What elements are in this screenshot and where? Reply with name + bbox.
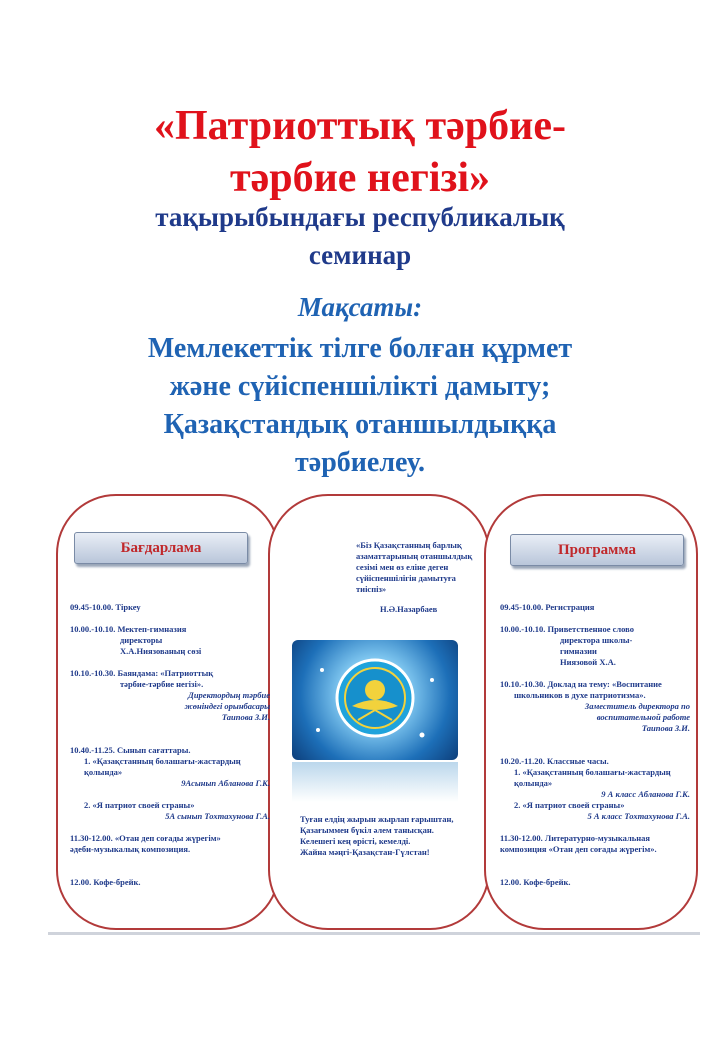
program-banner-kazakh: Бағдарлама xyxy=(74,532,248,564)
list-item: школьников в духе патриотизма». xyxy=(514,690,646,700)
list-item: Заместитель директора по xyxy=(584,701,690,711)
program-list-right xyxy=(500,602,690,888)
goal-line: және сүйіспеншілікті дамыту; xyxy=(169,371,551,402)
poem-line: Келешегі кең өрісті, кемелді. xyxy=(300,836,411,846)
list-item: гимназии xyxy=(560,646,597,656)
list-item: 09.45-10.00. Тіркеу xyxy=(70,602,141,612)
brochure-baseline xyxy=(48,932,700,935)
subtitle-line-2: семинар xyxy=(308,240,412,270)
emblem-reflection xyxy=(292,762,458,802)
nazarbayev-quote: «Біз Қазақстанның барлық азаматтарының отаншылдық сезімі мен өз еліне деген сүйіспеншілігін дамытуға тиіспіз» xyxy=(356,540,473,594)
list-item: 9 А класс Абланова Г.К. xyxy=(601,789,690,799)
goal-heading: Мақсаты: xyxy=(297,292,423,322)
list-item: композиция «Отан деп соғады жүрегім». xyxy=(500,844,657,854)
program-list-left xyxy=(70,602,270,888)
list-item: 10.10.-10.30. Баяндама: «Патриоттық xyxy=(70,668,214,678)
poem xyxy=(300,814,490,858)
program-banner-russian: Программа xyxy=(510,534,684,566)
list-item: 10.20.-11.20. Классные часы. xyxy=(500,756,609,766)
poem-line: Қазағыммен бүкіл әлем танысқан. xyxy=(300,825,434,835)
list-item: 10.40.-11.25. Сынып сағаттары. xyxy=(70,745,191,755)
list-item: жөніндегі орынбасары xyxy=(184,701,270,711)
kazakhstan-emblem-icon xyxy=(292,640,458,760)
title-line-1: «Патриоттық тәрбие- xyxy=(154,103,566,149)
goal-line: Қазақстандық отаншылдыққа xyxy=(163,409,557,440)
list-item: Директордың тәрбие xyxy=(188,690,270,700)
goal-line: Мемлекеттік тілге болған құрмет xyxy=(147,333,573,364)
list-item: 5А сынып Тохтахунова Г.А. xyxy=(165,811,270,821)
list-item: Таипова З.И. xyxy=(641,723,690,733)
list-item: директора школы- xyxy=(560,635,633,645)
list-item: 10.00.-10.10. Мектеп-гимназия xyxy=(70,624,187,634)
list-item: Х.А.Ниязованың сөзі xyxy=(120,646,202,656)
list-item: 12.00. Кофе-брейк. xyxy=(500,877,571,887)
list-item: 12.00. Кофе-брейк. xyxy=(70,877,141,887)
list-item: директоры xyxy=(120,635,163,645)
list-item: тәрбие-тәрбие негізі». xyxy=(120,679,204,689)
list-item: 1. «Қазақстанның болашағы-жастардың xyxy=(514,767,671,777)
list-item: 5 А класс Тохтахунова Г.А. xyxy=(587,811,690,821)
list-item: 10.10.-10.30. Доклад на тему: «Воспитание xyxy=(500,679,662,689)
list-item: 2. «Я патриот своей страны» xyxy=(84,800,195,810)
subtitle-line-1: тақырыбындағы республикалық xyxy=(155,202,565,232)
poem-line: Жайна мәңгі-Қазақстан-Гүлстан! xyxy=(300,847,430,857)
list-item: воспитательной работе xyxy=(596,712,690,722)
list-item: қолында» xyxy=(514,778,553,788)
list-item: 11.30-12.00. «Отан деп соғады жүрегім» xyxy=(70,833,221,843)
poem-line: Туған елдің жырын жырлап ғарыштан, xyxy=(300,814,454,824)
list-item: 11.30-12.00. Литературно-музыкальная xyxy=(500,833,651,843)
list-item: Ниязовой Х.А. xyxy=(560,657,616,667)
list-item: 2. «Я патриот своей страны» xyxy=(514,800,625,810)
list-item: қолында» xyxy=(84,767,123,777)
title-line-2: тәрбие негізі» xyxy=(229,155,491,201)
list-item: 1. «Қазақстанның болашағы-жастардың xyxy=(84,756,241,766)
quote-author: Н.Ә.Назарбаев xyxy=(380,604,438,614)
list-item: 10.00.-10.10. Приветственное слово xyxy=(500,624,634,634)
list-item: әдеби-музыкалық композиция. xyxy=(70,844,191,854)
list-item: Таипова З.И. xyxy=(221,712,270,722)
list-item: 09.45-10.00. Регистрация xyxy=(500,602,595,612)
list-item: 9Асынып Абланова Г.К. xyxy=(181,778,270,788)
goal-line: тәрбиелеу. xyxy=(295,447,425,478)
